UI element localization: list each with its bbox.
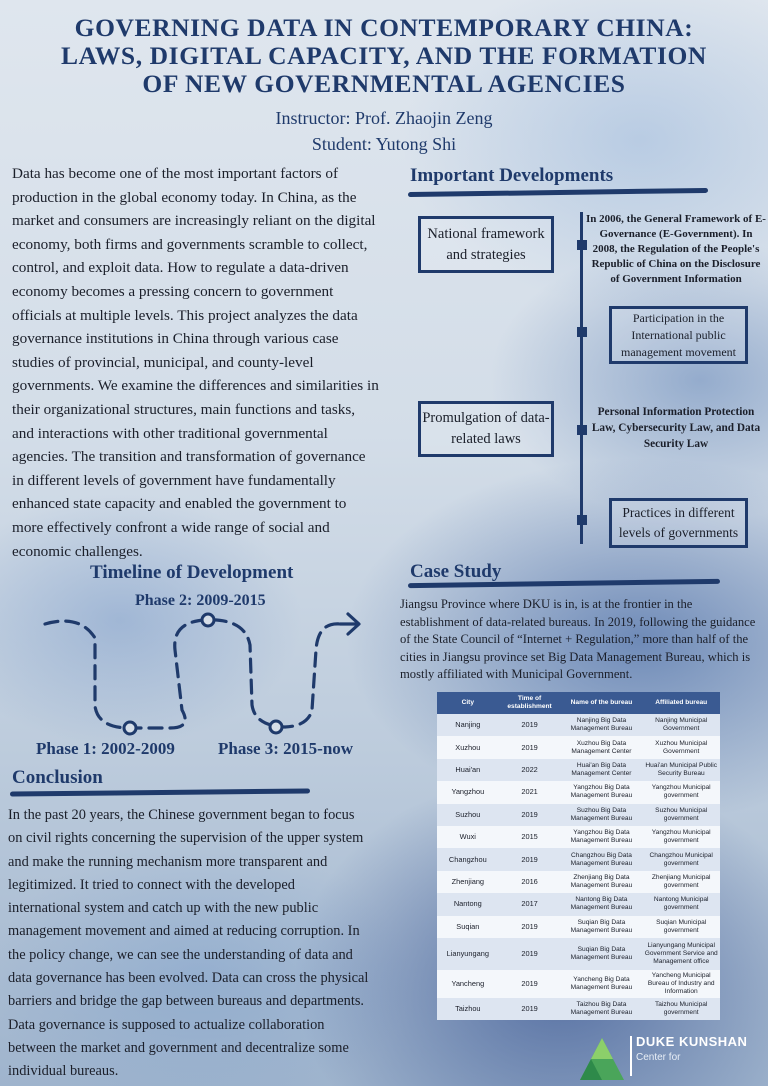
case-study-heading: Case Study (410, 561, 502, 582)
dev-box-practices-label: Practices in different levels of governments (618, 505, 739, 540)
table-row (437, 916, 720, 938)
table-row (437, 938, 720, 970)
dku-logo-mark-icon (578, 1036, 626, 1082)
table-row (437, 804, 720, 826)
intro-line: and interactions with other traditional governmental (12, 424, 328, 442)
dku-logo (578, 1030, 768, 1086)
case-study-text: Jiangsu Province where DKU is in, is at the frontier in the establishment of data-related bureaus. In 2019, following the guidance of the State Council of “Internet + Regulation,” more than half of the cities in Jiangsu province set Big Data Management Bureau, which is mostly affiliated with Municipal Government. (400, 597, 756, 681)
intro-line: governance institutions in China through various case (12, 330, 339, 348)
table-row (437, 781, 720, 803)
cell-city: Nantong (437, 893, 499, 915)
conclusion-line: data governance has been evolved. Data can cross the physical (8, 970, 369, 987)
cell-bureau: Changzhou Big Data Management Bureau (561, 848, 643, 870)
dev-note-framework: In 2006, the General Framework of E-Governance (E-Government). In 2008, the Regulation of the People's Republic of China on the Disclosure of Government Information (586, 213, 766, 285)
table-row (437, 970, 720, 998)
cell-city: Suqian (437, 916, 499, 938)
cell-bureau: Yangzhou Big Data Management Bureau (561, 781, 643, 803)
conclusion-underline (10, 788, 310, 796)
cell-affiliated: Huai'an Municipal Public Security Bureau (642, 759, 720, 781)
cell-affiliated: Suzhou Municipal government (642, 804, 720, 826)
conclusion-heading: Conclusion (12, 767, 103, 788)
intro-line: Data has become one of the most important factors of (12, 165, 339, 182)
cell-affiliated: Lianyungang Municipal Government Service and Management office (642, 938, 720, 970)
logo-divider (630, 1036, 632, 1076)
logo-text: DUKE KUNSHAN (636, 1034, 748, 1049)
cell-year: 2016 (499, 871, 561, 893)
dev-note-laws: Personal Information Protection Law, Cybersecurity Law, and Data Security Law (591, 406, 761, 450)
conclusion-paragraph (8, 804, 418, 1084)
cell-bureau: Yangzhou Big Data Management Bureau (561, 826, 643, 848)
cell-affiliated: Changzhou Municipal government (642, 848, 720, 870)
title-line-2: LAWS, DIGITAL CAPACITY, AND THE FORMATION (61, 41, 707, 70)
table-header-row (437, 692, 720, 714)
intro-line: economy becomes a pressing concern to government (12, 282, 334, 300)
cell-year: 2017 (499, 893, 561, 915)
col-header-affiliated: Affiliated bureau (642, 692, 720, 714)
conclusion-line: In the past 20 years, the Chinese government began to focus (8, 807, 355, 823)
cell-year: 2019 (499, 804, 561, 826)
cell-affiliated: Nantong Municipal government (642, 893, 720, 915)
col-header-city: City (437, 692, 499, 714)
cell-affiliated: Taizhou Municipal government (642, 998, 720, 1020)
dev-box-framework (418, 216, 554, 273)
phase-1-label: Phase 1: 2002-2009 (36, 739, 175, 758)
intro-line: officials at multiple levels. This project analyzes the data (12, 306, 358, 324)
conclusion-line: Data governance is supposed to actualize collaboration (8, 1016, 325, 1033)
conclusion-line: individual bureaus. (8, 1063, 119, 1080)
cell-bureau: Suzhou Big Data Management Bureau (561, 804, 643, 826)
cell-city: Zhenjiang (437, 871, 499, 893)
table-row (437, 998, 720, 1020)
cell-affiliated: Xuzhou Municipal Government (642, 736, 720, 758)
conclusion-line: on civil rights concerning the supervision of the upper system (8, 830, 364, 847)
phase-wave-graphic (40, 610, 370, 740)
table-row (437, 759, 720, 781)
title-line-3: OF NEW GOVERNMENTAL AGENCIES (142, 69, 626, 98)
intro-line: governments. We examine the differences and similarities in (12, 377, 379, 395)
conclusion-line: and make the running mechanism more transparent and (8, 853, 328, 870)
conclusion-line: barriers and bridge the gap between bureaus and departments. (8, 993, 365, 1010)
dev-box-participation-label: Participation in the International public management movement (621, 310, 736, 359)
title-line-1: GOVERNING DATA IN CONTEMPORARY CHINA: (74, 13, 694, 42)
timeline-marker (577, 327, 587, 337)
col-header-time: Time of establishment (499, 692, 561, 714)
table-row (437, 893, 720, 915)
cell-year: 2019 (499, 736, 561, 758)
intro-line: economy, both firms and governments scramble to collect, (12, 235, 368, 253)
cell-bureau: Zhenjiang Big Data Management Bureau (561, 871, 643, 893)
cell-city: Lianyungang (437, 938, 499, 970)
cell-bureau: Nanjing Big Data Management Bureau (561, 714, 643, 736)
table-row (437, 714, 720, 736)
table-row (437, 736, 720, 758)
intro-line: production in the global economy today. In China, as the (12, 188, 357, 206)
poster-title (20, 14, 748, 98)
developments-timeline-line (580, 212, 583, 544)
developments-underline (408, 188, 708, 197)
cell-year: 2019 (499, 938, 561, 970)
dev-box-laws-label: Promulgation of data-related laws (422, 410, 550, 447)
intro-line: control, and exploit data. How to regulate a data-driven (12, 259, 349, 277)
student-line: Student: Yutong Shi (311, 134, 457, 154)
conclusion-line: the policy change, we can see the understanding of data and (8, 946, 353, 963)
intro-line: economic challenges. (12, 542, 143, 560)
dev-box-framework-label: National framework and strategies (427, 225, 545, 263)
cell-year: 2022 (499, 759, 561, 781)
intro-line: their organizational structures, main functions and tasks, (12, 400, 356, 418)
cell-year: 2019 (499, 848, 561, 870)
cell-affiliated: Yancheng Municipal Bureau of Industry and Information (642, 970, 720, 998)
cell-year: 2019 (499, 714, 561, 736)
cell-affiliated: Suqian Municipal government (642, 916, 720, 938)
cell-bureau: Suqian Big Data Management Bureau (561, 938, 643, 970)
bureaus-table (437, 692, 720, 1020)
cell-affiliated: Nanjing Municipal Government (642, 714, 720, 736)
cell-bureau: Taizhou Big Data Management Bureau (561, 998, 643, 1020)
cell-affiliated: Yangzhou Municipal government (642, 781, 720, 803)
cell-city: Wuxi (437, 826, 499, 848)
intro-line: studies of provincial, municipal, and county-level (12, 353, 314, 371)
cell-bureau: Suqian Big Data Management Bureau (561, 916, 643, 938)
instructor-line: Instructor: Prof. Zhaojin Zeng (275, 108, 493, 128)
timeline-marker (577, 515, 587, 525)
cell-bureau: Nantong Big Data Management Bureau (561, 893, 643, 915)
timeline-heading: Timeline of Development (90, 562, 294, 583)
table-row (437, 848, 720, 870)
dev-box-participation (609, 306, 748, 364)
cell-year: 2019 (499, 970, 561, 998)
intro-line: in different levels of government have fundamentally (12, 471, 336, 489)
conclusion-line: international system and catch up with the new public (8, 900, 319, 917)
dev-box-laws (418, 401, 554, 457)
col-header-bureau: Name of the bureau (561, 692, 643, 714)
cell-city: Huai'an (437, 759, 499, 781)
intro-line: enhanced state capacity and enabled the government to (12, 495, 347, 513)
intro-line: agencies. The transition and transformation of governance (12, 448, 366, 466)
intro-line: market and consumers are increasingly reliant on the digital (12, 212, 376, 230)
cell-year: 2019 (499, 998, 561, 1020)
logo-subtext: Center for (636, 1052, 681, 1063)
cell-city: Suzhou (437, 804, 499, 826)
cell-city: Changzhou (437, 848, 499, 870)
cell-bureau: Huai'an Big Data Management Center (561, 759, 643, 781)
table-row (437, 871, 720, 893)
table-row (437, 826, 720, 848)
cell-city: Nanjing (437, 714, 499, 736)
cell-city: Taizhou (437, 998, 499, 1020)
cell-affiliated: Yangzhou Municipal government (642, 826, 720, 848)
cell-year: 2015 (499, 826, 561, 848)
cell-bureau: Yancheng Big Data Management Bureau (561, 970, 643, 998)
cell-year: 2019 (499, 916, 561, 938)
developments-heading: Important Developments (410, 165, 614, 186)
conclusion-line: management movement and aimed at reducing corruption. In (8, 923, 360, 940)
cell-city: Xuzhou (437, 736, 499, 758)
phase-2-label: Phase 2: 2009-2015 (135, 592, 266, 609)
cell-city: Yangzhou (437, 781, 499, 803)
cell-year: 2021 (499, 781, 561, 803)
conclusion-line: between the market and government and decentralize some (8, 1039, 349, 1056)
cell-city: Yancheng (437, 970, 499, 998)
intro-paragraph (12, 162, 417, 563)
phase-3-label: Phase 3: 2015-now (218, 739, 354, 758)
intro-line: more effectively confront a wide range of social and (12, 518, 330, 536)
conclusion-line: legitimized. It tried to connect with the developed (8, 876, 295, 893)
dev-box-practices (609, 498, 748, 548)
cell-bureau: Xuzhou Big Data Management Center (561, 736, 643, 758)
cell-affiliated: Zhenjiang Municipal government (642, 871, 720, 893)
